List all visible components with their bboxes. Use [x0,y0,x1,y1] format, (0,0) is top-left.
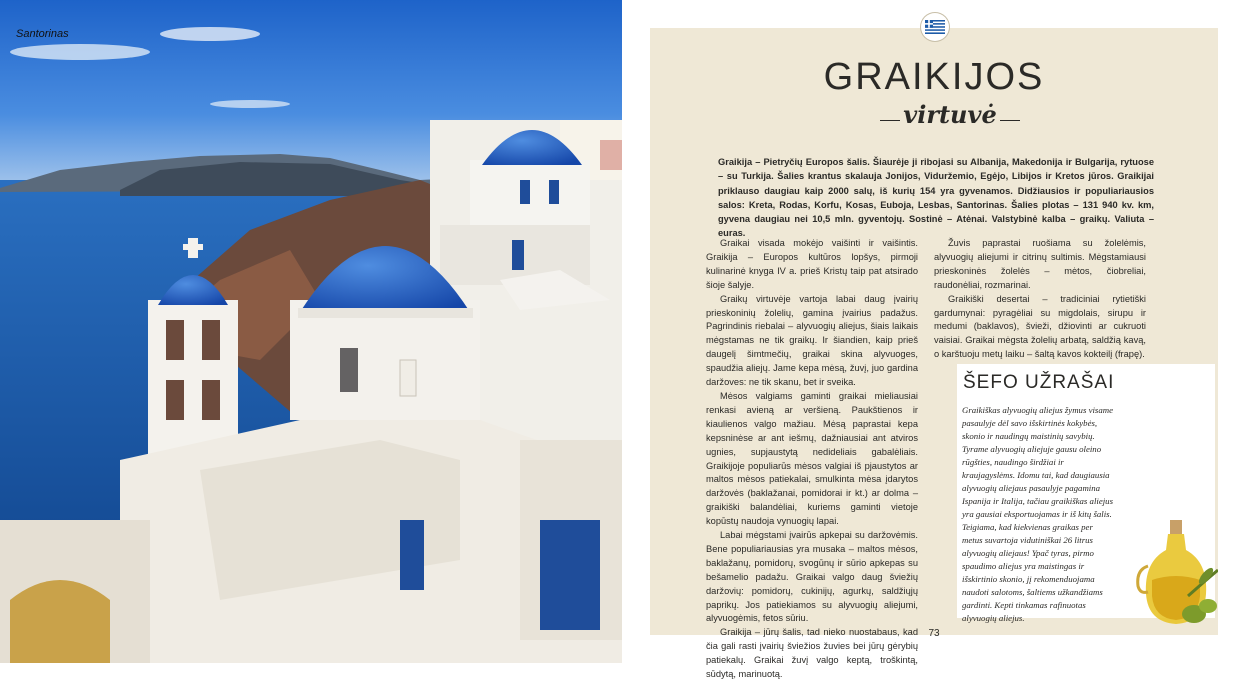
page-number: 73 [928,628,940,639]
text-column-left [706,237,918,682]
chef-note-heading: ŠEFO UŽRAŠAI [963,372,1115,393]
olive-oil-bottle-icon [1108,510,1218,628]
subtitle-rule-right [1000,120,1020,121]
paragraph: Žuvis paprastai ruošiama su žolelėmis, alyvuogių aliejumi ir citrinų sultimis. Mėgstamiausi prieskoninės žolelės – mėtos, čiobreliai, raudonėliai, rozmarinai. [934,238,1146,290]
page-title: GRAIKIJOS [823,56,1045,98]
page-subtitle: virtuvė [903,100,997,129]
paragraph: Graikų virtuvėje vartoja labai daug įvairių prieskoninių žolelių, gamina įvairius padažus. Pagrindinis riebalai – alyvuogių aliejus, šiais laikais mėgstamas ne tik graikų. Ir šiandien, kaip prieš daugelį šimtmečių, graikai skina alyvuoges, spaudžia aliejų. Jame kepa mėsą, žuvį, juo gardina daržoves: ne tik skanu, bet ir sveika. [706,293,918,388]
santorini-illustration [0,0,622,663]
chef-note-text: Graikiškas alyvuogių aliejus žymus visame pasaulyje dėl savo išskirtinės kokybės, skonio ir naudingų maistinių savybių. Tyrame alyvuogių aliejuje gausu oleino rūgšties, naudingo širdžiai ir kraujagyslėms. Idomu tai, kad daugiausia alyvuogių aliejaus pasaulyje pagamina Ispanija ir Italija, tačiau graikiškas aliejus yra gausiai eksportuojamas ir iš kitų šalis. Teigiama, kad kiekvienas graikas per metus suvartoja vidutiniškai 26 litrus alyvuogių aliejaus! Ypač tyras, pirmo spaudimo aliejus yra maistingas ir išskirtinio skonio, jį rekomenduojama naudoti salotoms, šaltiems užkandžiams gardinti. Kepti tinkamas rafinuotas alyvuogių aliejus. [962,405,1114,623]
paragraph: Mėsos valgiams gaminti graikai mieliausiai renkasi avieną ar veršieną. Paukštienos ir kiaulienos valgo mažiau. Mėsą paprastai kepa kepsninėse ar ant iešmų, dažniausiai ant atviros ugnies, supjaustytą nedideliais gabalėliais. Graikijoje populiarūs mėsos valgiai iš pjaustytos ar maltos mėsos patiekalai, smulkinta mėsa įdarytos daržovės (baklažanai, pomidorai ir kt.) ar dolma – graikiški balandėliai, kuriems gaminti vietoje kopūstų naudoja vynuogių lapai. [706,390,918,527]
photo-caption: Santorinas [16,28,69,40]
paragraph: Graikija – jūrų šalis, tad nieko nuostabaus, kad čia gali rasti įvairių šviežios žuvies bei jūrų gėrybių patiekalų. Graikai žuvį valgo keptą, troškintą, sūdytą, marinuotą. [706,627,918,680]
intro-paragraph: Graikija – Pietryčių Europos šalis. Šiaurėje ji ribojasi su Albanija, Makedonija ir Bulgarija, rytuose – su Turkija. Šalies krantus skalauja Jonijos, Viduržemio, Egėjo, Libijos ir Kretos jūros. Graikijai priklauso daugiau kaip 2000 salų, iš kurių 154 yra gyvenamos. Didžiausios ir populiariausios salos: Kreta, Rodas, Korfu, Kosas, Euboja, Lesbas, Santorinas. Šalies plotas – 131 940 kv. km, gyvena daugiau nei 10,5 mln. gyventojų. Sostinė – Atėnai. Valstybinė kalba – graikų. Valiuta – euras. [718,157,1154,239]
santorini-photo [0,0,622,663]
paragraph: Graikiški desertai – tradiciniai rytietiški gardumynai: pyragėliai su migdolais, sirupu ir medumi (baklavos), švieži, džiovinti ar cukruoti vaisiai. Graikai mėgsta žolelių arbatą, saldžią kavą, o karštuoju metų laiku – šaltą kavos kokteilį (frapę). [934,293,1146,360]
paragraph: Graikai visada mokėjo vaišinti ir vaišintis. Graikija – Europos kultūros lopšys, pirmoji kulinarinė knyga IV a. prieš Kristų taip pat atsirado šioje šalyje. [706,238,918,290]
greece-flag-icon [921,13,949,41]
paragraph: Labai mėgstami įvairūs apkepai su daržovėmis. Bene populiariausias yra musaka – maltos mėsos, baklažanų, pomidorų, svogūnų ir sūrio apkepas su bešamelio padažu. Graikai valgo daug šviežių daržovių: pomidorų, cukinijų, agurkų, saldžiųjų paprikų. Jos patiekiamos su alyvuogių aliejumi, alyvuogėmis, fetos sūriu. [706,530,918,624]
text-column-right [934,237,1146,362]
page-subtitle-group [880,100,1020,136]
